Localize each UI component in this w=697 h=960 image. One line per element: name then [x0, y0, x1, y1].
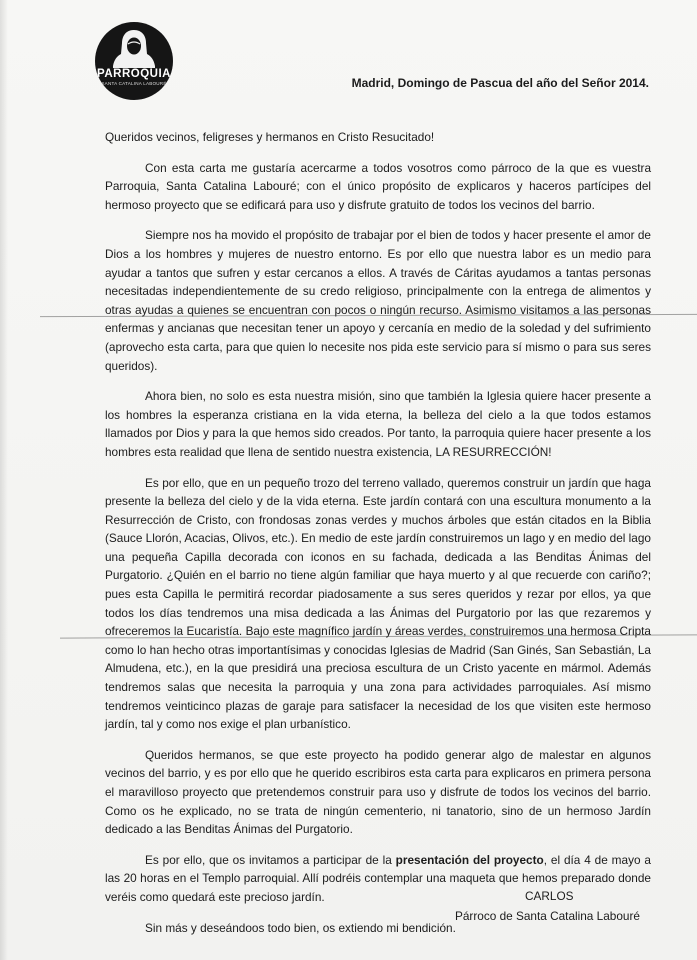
signer-name: CARLOS [525, 889, 574, 903]
invitation-text-after: , el día 4 de mayo a las 20 horas en el Templo parroquial. Allí podréis contemplar una maqueta que hemos preparado donde veréis como quedará este precioso jardín. [105, 852, 651, 904]
saint-silhouette-icon [95, 22, 173, 100]
paragraph-mission: Siempre nos ha movido el propósito de trabajar por el bien de todos y hacer presente el amor de Dios a los hombres y mujeres de nuestro entorno. Es por ello que nuestra labor es un medio para ayudar a tantos que sufren y estar cercanos a ellos. A través de Cáritas ayudamos a tantas personas necesitadas independientemente de su credo religioso, principalmente con la entrega de alimentos y otras ayudas a quienes se encuentran con pocos o ningún recurso. Asimismo visitamos a las personas enfermas y ancianas que necesitan tener un apoyo y cercanía en medio de la soledad y del sufrimiento (aprovecho esta carta, para que quien lo necesite nos pida este servicio para sí mismo o para sus seres queridos). [105, 228, 651, 373]
invitation-text-before: Es por ello, que os invitamos a participar de la [145, 852, 396, 867]
paragraph-resurrection: Ahora bien, no solo es esta nuestra misión, sino que también la Iglesia quiere hacer presente a los hombres la esperanza cristiana en la vida eterna, la belleza del cielo a la que todos estamos llamados por Dios y para la que hemos sido creados. Por tanto, la parroquia quiere hacer presente a los hombres esta realidad que llena de sentido nuestra existencia, LA RESURRECCIÓN! [105, 389, 651, 459]
paragraph-explanation: Queridos hermanos, se que este proyecto ha podido generar algo de malestar en algunos vecinos del barrio, y es por ello que he querido escribiros esta carta para explicaros en primera persona el maravilloso proyecto que pretendemos construir para uso y disfrute de todos los vecinos del barrio. Como os he explicado, no se trata de ningún cementerio, ni tanatorio, sino de un hermoso Jardín dedicado a las Benditas Ánimas del Purgatorio. [105, 747, 651, 837]
paragraph-garden-project: Es por ello, que en un pequeño trozo del terreno vallado, queremos construir un jardín que haga presente la belleza del cielo y de la vida eterna. Este jardín contará con una escultura monumento a la Resurrección de Cristo, con frondosas zonas verdes y muchos árboles que están citados en la Biblia (Sauce Llorón, Acacias, Olivos, etc.). En medio de este jardín construiremos un lago y en medio del lago una pequeña Capilla decorada con iconos en su fachada, dedicada a las Benditas Ánimas del Purgatorio. ¿Quién en el barrio no tiene algún familiar que haya muerto y al que recuerde con cariño?; pues esta Capilla le permitirá recordar piadosamente a sus seres queridos y rezar por ellos, ya que todos los días tendremos una misa dedicada a las Ánimas del Purgatorio por las que rezaremos y ofreceremos la Eucaristía. Bajo este magnífico jardín y áreas verdes, construiremos una hermosa Cripta como lo han hecho otras importantísimas y conocidas Iglesias de Madrid (San Ginés, San Sebastián, La Almudena, etc.), en la que presidirá una preciosa escultura de un Cristo yacente en mármol. Además tendremos salas que necesita la parroquia y una zona para actividades parroquiales. Así mismo tendremos veinticinco plazas de garaje para satisfacer la necesidad de los que visiten este hermoso jardín, tal y como nos exige el plan urbanístico. [105, 475, 651, 732]
letter-body [105, 128, 651, 949]
greeting: Queridos vecinos, feligreses y hermanos en Cristo Resucitado! [105, 130, 435, 144]
logo-subtitle: SANTA CATALINA LABOURÉ [101, 81, 167, 86]
parish-logo [95, 22, 173, 100]
invitation-highlight: presentación del proyecto [395, 852, 544, 867]
scan-edge-shadow [0, 0, 8, 960]
paragraph-intro: Con esta carta me gustaría acercarme a todos vosotros como párroco de la que es vuestra Parroquia, Santa Catalina Labouré; con el único propósito de explicaros y haceros partícipes del hermoso proyecto que se edificará para uso y disfrute gratuito de todos los vecinos del barrio. [105, 160, 651, 212]
signature-block [455, 886, 655, 926]
logo-name: PARROQUIA [97, 68, 171, 80]
date-line: Madrid, Domingo de Pascua del año del Señor 2014. [351, 76, 649, 90]
signer-title: Párroco de Santa Catalina Labouré [455, 909, 640, 923]
closing-line: Sin más y deseándoos todo bien, os extiendo mi bendición. [145, 920, 456, 935]
